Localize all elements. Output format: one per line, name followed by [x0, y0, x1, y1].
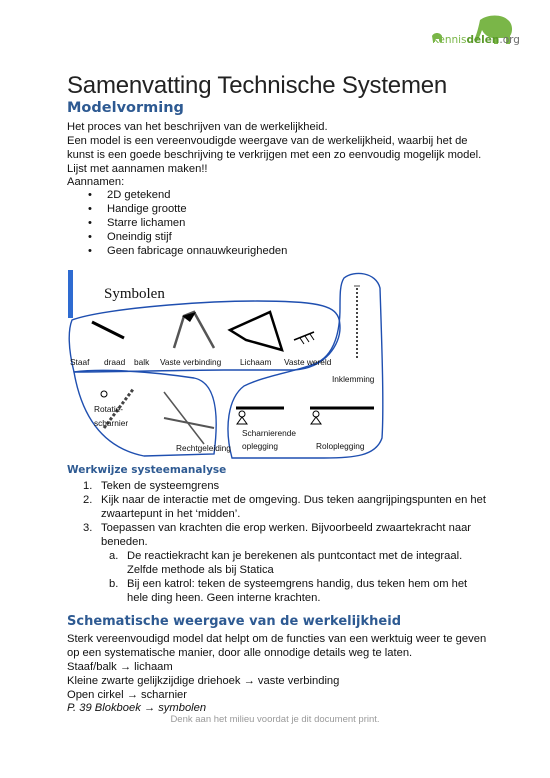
paragraph-line: kunst is een goede beschrijving te verkrijgen met een zo eenvoudig mogelijk model. — [67, 149, 482, 161]
paragraph-line: Staaf/balk → lichaam — [67, 661, 173, 673]
kennisdelen-logo — [418, 14, 528, 58]
paragraph-line: op een systematische manier, door alle onnodige details weg te laten. — [67, 647, 413, 659]
list-item — [83, 479, 486, 493]
step-number: 3. — [83, 522, 93, 534]
logo-brand-a: Kennis — [432, 34, 467, 46]
logo-brand-b: delen — [466, 34, 500, 46]
label-staaf: Staaf — [70, 357, 90, 367]
label-rechtgeleiding: Rechtgeleiding — [176, 443, 231, 453]
steps-list — [83, 479, 486, 605]
substep-text: Zelfde methode als bij Statica — [127, 564, 274, 576]
paragraph-line-italic: P. 39 Blokboek → symbolen — [67, 702, 207, 714]
symbols-diagram — [64, 268, 386, 460]
assumptions-list — [85, 188, 287, 258]
label-scharnierende: Scharnierende — [242, 428, 296, 438]
label-lichaam: Lichaam — [240, 357, 272, 367]
label-vaste-verbinding: Vaste verbinding — [160, 357, 222, 367]
paragraph-line: Open cirkel → scharnier — [67, 689, 187, 701]
list-item: • Starre lichamen — [85, 216, 287, 230]
oplegging-circle-icon — [239, 411, 245, 417]
list-item — [83, 493, 486, 521]
oplegging-triangle-icon — [237, 417, 247, 424]
paragraph-line: Een model is een vereenvoudigde weergave van de werkelijkheid, waarbij het de — [67, 135, 468, 147]
document-title: Samenvatting Technische Systemen — [67, 72, 448, 99]
roloplegging-circle-icon — [313, 411, 319, 417]
logo-text — [432, 34, 520, 46]
substep-text: De reactiekracht kan je berekenen als puntcontact met de integraal. — [127, 550, 463, 562]
heading-modelvorming: Modelvorming — [67, 100, 184, 116]
label-balk: balk — [134, 357, 150, 367]
diagram-title: Symbolen — [104, 286, 165, 302]
rechtgeleiding-symbol — [164, 418, 214, 428]
roloplegging-triangle-icon — [311, 417, 321, 424]
step-text: Teken de systeemgrens — [101, 480, 220, 492]
substep-text: hele ding heen. Geen interne krachten. — [127, 592, 321, 604]
paragraph-line: Sterk vereenvoudigd model dat helpt om de functies van een werktuig weer te geven — [67, 633, 487, 645]
label-roloplegging: Roloplegging — [316, 441, 365, 451]
scharnier-circle-icon — [101, 391, 107, 397]
label-vaste-wereld: Vaste wereld — [284, 357, 332, 367]
paragraph-line: Aannamen: — [67, 176, 125, 188]
step-text: Toepassen van krachten die erop werken. Bijvoorbeeld zwaartekracht naar — [101, 522, 472, 534]
label-inklemming: Inklemming — [332, 374, 375, 384]
list-item — [83, 521, 486, 549]
step-text: Kijk naar de interactie met de omgeving. Dus teken aangrijpingspunten en het — [101, 494, 486, 506]
label-draad: draad — [104, 357, 126, 367]
heading-werkwijze: Werkwijze systeemanalyse — [67, 464, 227, 476]
paragraph-line: Kleine zwarte gelijkzijdige driehoek → vaste verbinding — [67, 675, 340, 687]
list-item: • Handige grootte — [85, 202, 287, 216]
lichaam-symbol — [230, 312, 282, 350]
page-footer: Denk aan het milieu voordat je dit document print. — [170, 714, 380, 725]
substep-letter: b. — [109, 578, 119, 590]
label-oplegging: oplegging — [242, 441, 278, 451]
list-item: • Oneindig stijf — [85, 230, 287, 244]
step-number: 2. — [83, 494, 93, 506]
substep-letter: a. — [109, 550, 119, 562]
staaf-symbol — [92, 322, 124, 338]
step-number: 1. — [83, 480, 93, 492]
list-item — [109, 549, 486, 577]
list-item — [109, 577, 486, 605]
paragraph-line: Het proces van het beschrijven van de werkelijkheid. — [67, 121, 328, 133]
label-scharnier: scharnier — [94, 418, 129, 428]
list-item: • Geen fabricage onnauwkeurigheden — [85, 244, 287, 258]
list-item: • 2D getekend — [85, 188, 287, 202]
substep-text: Bij een katrol: teken de systeemgrens handig, dus teken hem om het — [127, 578, 468, 590]
logo-brand-c: .org — [499, 34, 520, 46]
paragraph-line: Lijst met aannamen maken!! — [67, 163, 208, 175]
step-text: beneden. — [101, 536, 148, 548]
step-text: zwaartepunt in het ‘midden’. — [101, 508, 241, 520]
diagram-blue-bar — [68, 270, 73, 318]
label-rotatie: Rotatie- — [94, 404, 124, 414]
vaste-verbinding-symbol — [174, 312, 214, 348]
heading-schematische-weergave: Schematische weergave van de werkelijkheid — [67, 614, 401, 629]
